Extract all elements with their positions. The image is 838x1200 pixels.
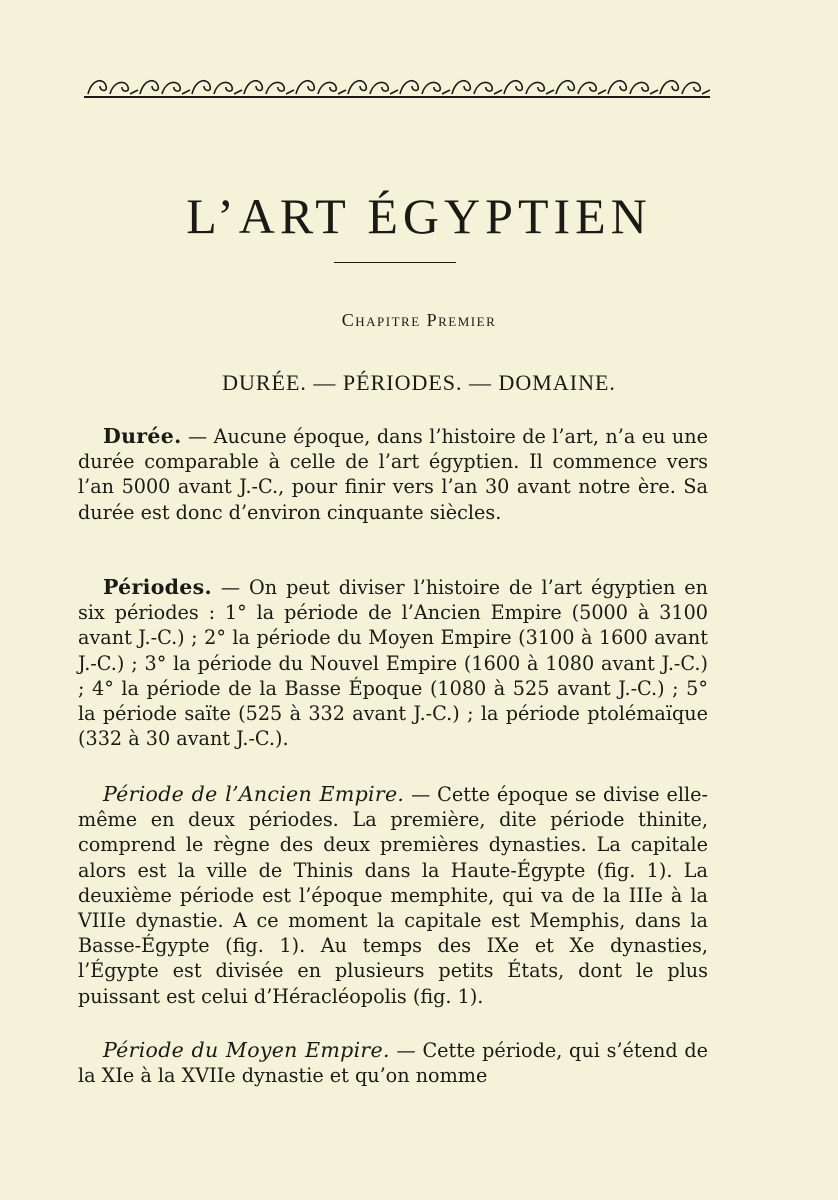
scroll-ornament-icon: [140, 81, 190, 94]
paragraph-lead: Période de l’Ancien Empire.: [103, 782, 405, 806]
paragraph-body: — Aucune époque, dans l’histoire de l’art, n’a eu une durée comparable à celle de l’art égyptien. Il commence vers l’an 5000 avant J.-C., pour finir vers l’an 30 avant notre ère. Sa durée est donc d’environ cinquante siècles.: [78, 425, 708, 524]
ornamental-border-icon: [84, 74, 710, 100]
paragraph-lead: Périodes.: [103, 575, 212, 599]
paragraph-body: — Cette période, qui s’étend de la XIe à la XVIIe dynastie et qu’on nomme: [78, 1039, 708, 1088]
paragraph-duree: [78, 424, 708, 525]
scroll-ornament-icon: [660, 81, 710, 94]
paragraph-periodes: [78, 575, 708, 751]
scroll-ornament-icon: [608, 81, 658, 94]
paragraph-body: — Cette époque se divise elle-même en deux périodes. La première, dite période thinite, comprend le règne des deux premières dynasties. La capitale alors est la ville de Thinis dans la Haute-Égypte (fig. 1). La deuxième période est l’époque memphite, qui va de la IIIe à la VIIIe dynastie. A ce moment la capitale est Memphis, dans la Basse-Égypte (fig. 1). Au temps des IXe et Xe dynasties, l’Égypte est divisée en plusieurs petits États, dont le plus puissant est celui d’Héracléopolis (fig. 1).: [78, 783, 709, 1008]
scroll-ornament-icon: [348, 81, 398, 94]
scroll-ornament-icon: [192, 81, 242, 94]
page-title: L’ART ÉGYPTIEN: [186, 188, 652, 244]
scroll-ornament-icon: [88, 81, 138, 94]
title-rule: [334, 262, 456, 263]
scroll-ornament-icon: [504, 81, 554, 94]
scroll-ornament-icon: [400, 81, 450, 94]
paragraph-lead: Période du Moyen Empire.: [103, 1038, 390, 1062]
section-heading: DURÉE. — PÉRIODES. — DOMAINE.: [222, 370, 616, 395]
scroll-ornament-icon: [556, 81, 606, 94]
paragraph-lead: Durée.: [103, 424, 182, 448]
scroll-ornament-icon: [452, 81, 502, 94]
scroll-ornament-icon: [244, 81, 294, 94]
scroll-ornament-icon: [296, 81, 346, 94]
paragraph-moyen-empire: [78, 1038, 708, 1088]
chapter-label: Chapitre Premier: [341, 310, 497, 330]
paragraph-body: — On peut diviser l’histoire de l’art égyptien en six périodes : 1° la période de l’Ancien Empire (5000 à 3100 avant J.-C.) ; 2° la période du Moyen Empire (3100 à 1600 avant J.-C.) ; 3° la période du Nouvel Empire (1600 à 1080 avant J.-C.) ; 4° la période de la Basse Époque (1080 à 525 avant J.-C.) ; 5° la période saïte (525 à 332 avant J.-C.) ; la période ptolémaïque (332 à 30 avant J.-C.).: [78, 576, 708, 751]
paragraph-ancien-empire: [78, 782, 708, 1009]
